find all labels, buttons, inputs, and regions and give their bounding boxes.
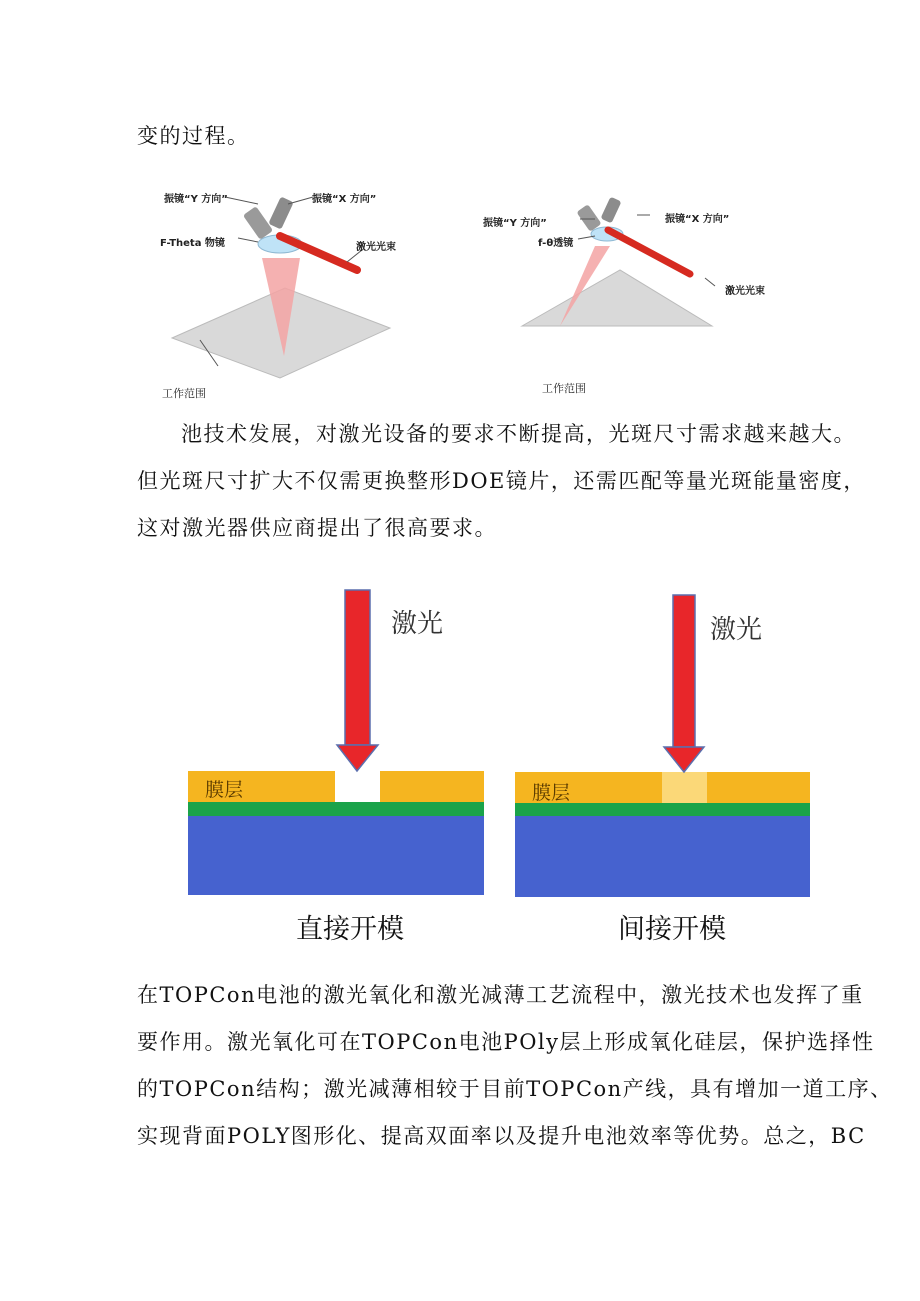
- right-laser-arrow-shaft: [673, 595, 695, 747]
- right-film-label: 膜层: [532, 782, 571, 804]
- left-substrate: [188, 815, 484, 895]
- left-laser-arrow-shaft: [345, 590, 370, 745]
- left-laser-label: 激光: [391, 609, 444, 639]
- right-mirror-x: [600, 197, 621, 224]
- opening-figure: [0, 585, 920, 955]
- left-mirror-y: [243, 206, 273, 240]
- paragraph2-line3: 的TOPCon结构；激光减薄相较于目前TOPCon产线，具有增加一道工序、: [137, 1077, 893, 1101]
- right-lens-label: f-θ透镜: [538, 238, 574, 249]
- right-laser-beam: [608, 230, 690, 274]
- left-green-layer: [188, 802, 484, 816]
- left-mirror-y-label: 振镜“Y 方向”: [164, 194, 228, 205]
- right-mirror-y: [576, 204, 601, 232]
- opening-illustration: [0, 585, 920, 955]
- left-beam-label: 激光光束: [356, 242, 396, 253]
- right-mirror-y-label: 振镜“Y 方向”: [483, 218, 547, 229]
- right-beam-label: 激光光束: [725, 286, 765, 297]
- paragraph1-line3: 这对激光器供应商提出了很高要求。: [137, 516, 497, 540]
- paragraph2-line4: 实现背面POLY图形化、提高双面率以及提升电池效率等优势。总之，BC: [137, 1124, 866, 1148]
- right-laser-label: 激光: [710, 615, 763, 645]
- paragraph2-line1: 在TOPCon电池的激光氧化和激光减薄工艺流程中，激光技术也发挥了重: [137, 983, 864, 1007]
- paragraph1-line2: 但光斑尺寸扩大不仅需更换整形DOE镜片，还需匹配等量光斑能量密度，: [137, 469, 866, 493]
- right-area-label: 工作范围: [542, 382, 586, 395]
- paragraph1-line1: 池技术发展，对激光设备的要求不断提高，光斑尺寸需求越来越大。: [181, 422, 856, 446]
- top-text: 变的过程。: [137, 124, 250, 148]
- right-laser-arrow-head: [664, 747, 704, 772]
- left-film-label: 膜层: [205, 779, 244, 801]
- right-caption: 间接开模: [618, 914, 726, 945]
- right-substrate: [515, 815, 810, 897]
- right-mirror-x-label: 振镜“X 方向”: [665, 214, 730, 225]
- right-modified-zone: [662, 772, 707, 803]
- scanner-figure: [150, 178, 790, 400]
- left-film-right: [380, 771, 484, 802]
- left-lens-label: F-Theta 物镜: [160, 238, 225, 249]
- paragraph2-line2: 要作用。激光氧化可在TOPCon电池POly层上形成氧化硅层，保护选择性: [137, 1030, 875, 1054]
- left-laser-arrow-head: [337, 745, 378, 771]
- left-caption: 直接开模: [296, 914, 404, 945]
- left-mirror-x-label: 振镜“X 方向”: [312, 194, 377, 205]
- left-area-label: 工作范围: [162, 387, 206, 400]
- right-work-area: [522, 270, 712, 326]
- left-mirror-x: [268, 196, 293, 229]
